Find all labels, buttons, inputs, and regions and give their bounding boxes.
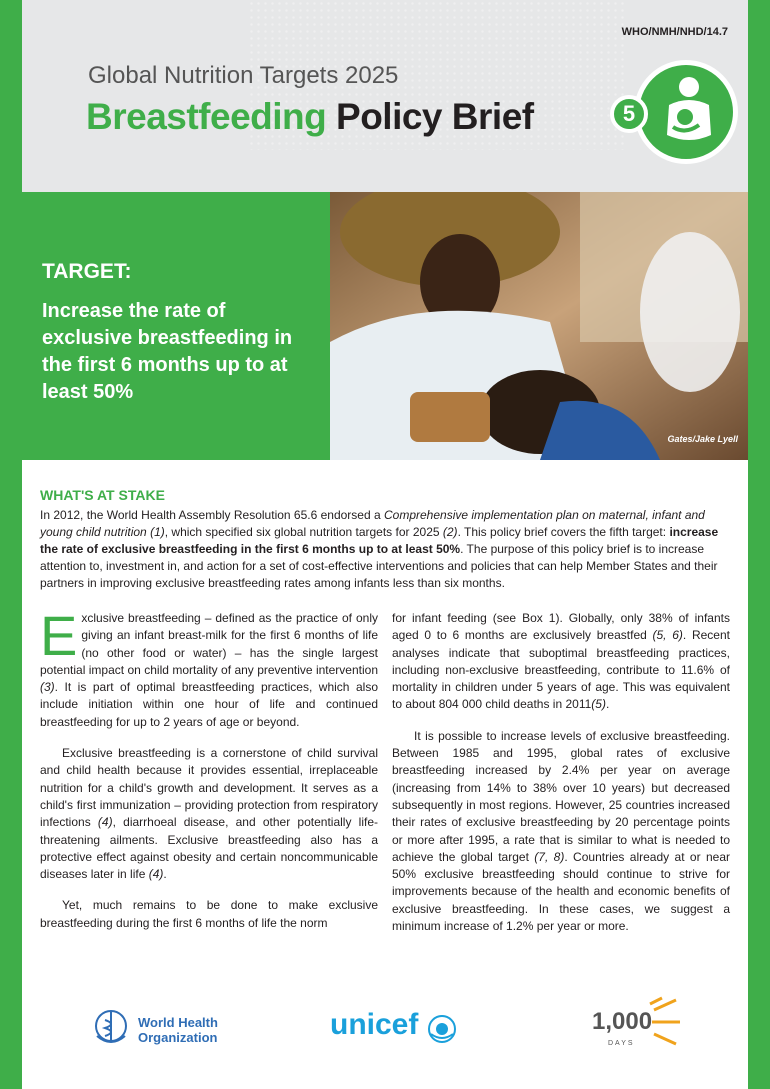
paragraph-text: , diarrhoeal disease, and other potentially life-threatening ailments. Exclusive breastfeeding also has a protective effect against obesity and certain noncommunicable diseases later in life bbox=[40, 815, 379, 882]
header-banner bbox=[22, 0, 748, 192]
target-number-badge: 5 bbox=[610, 95, 648, 133]
paragraph-text: . bbox=[163, 867, 167, 882]
intro-text: . This policy brief covers the fifth target: bbox=[457, 525, 670, 539]
dropcap-letter: E bbox=[40, 604, 78, 667]
paragraph bbox=[40, 604, 378, 731]
target-panel bbox=[22, 192, 330, 460]
intro-paragraph bbox=[40, 507, 730, 592]
left-green-bar bbox=[0, 0, 22, 1089]
who-line-1: World Health bbox=[138, 1015, 218, 1030]
series-subtitle: Global Nutrition Targets 2025 bbox=[88, 62, 399, 89]
reference: (5, 6) bbox=[652, 628, 683, 643]
thousand-days-label: DAYS bbox=[608, 1040, 635, 1047]
intro-target-bold: increase the rate of exclusive breastfeeding in the first 6 months up to at least 50% bbox=[40, 525, 719, 556]
paragraph bbox=[40, 745, 378, 883]
target-label: TARGET: bbox=[42, 260, 132, 283]
title-breastfeeding: Breastfeeding bbox=[86, 96, 327, 137]
paragraph-text: It is possible to increase levels of exclusive breastfeeding. Between 1985 and 1995, global rates of exclusive breastfeeding increased by 2.4% per year on average (increasing from 14% to 38% over 10 years) but decreased subsequently in most regions. However, 25 countries increased their rates of exclusive breastfeeding by 20 percentage points or more after 1995, a rate that is similar to what is needed to achieve the global target bbox=[392, 728, 730, 864]
who-logo-text bbox=[138, 1015, 218, 1045]
mother-child-icon bbox=[634, 60, 738, 164]
intro-text: , which specified six global nutrition targets for 2025 bbox=[164, 525, 443, 539]
intro-plan-title: Comprehensive implementation plan on maternal, infant and young child nutrition (1) bbox=[40, 508, 705, 539]
partner-logos bbox=[22, 990, 748, 1089]
paragraph-text: . Recent analyses indicate that suboptimal breastfeeding practices, including non-exclusive breastfeeding, contribute to 11.6% of mortality in children under 5 years of age. This was equivalent to about 804 000 child deaths in 2011 bbox=[392, 628, 730, 712]
left-column bbox=[40, 604, 379, 946]
document-code: WHO/NMH/NHD/14.7 bbox=[621, 26, 728, 38]
reference: (3) bbox=[40, 680, 55, 695]
paragraph bbox=[392, 610, 730, 714]
paragraph-text: xclusive breastfeeding – defined as the practice of only giving an infant breast-milk for the first 6 months of life (no other food or water) – has the single largest potential impact on child mortality of any preventive intervention bbox=[40, 611, 378, 677]
intro-text: In 2012, the World Health Assembly Resolution 65.6 endorsed a bbox=[40, 508, 384, 522]
thousand-days-number: 1,000 bbox=[592, 1008, 653, 1035]
paragraph: Yet, much remains to be done to make exclusive breastfeeding during the first 6 months of life the norm bbox=[40, 898, 378, 930]
unicef-logo-text: unicef bbox=[330, 1008, 419, 1041]
paragraph bbox=[392, 728, 730, 936]
whats-at-stake-heading: WHAT'S AT STAKE bbox=[40, 487, 165, 503]
paragraph-text: . bbox=[605, 697, 610, 712]
right-green-bar bbox=[748, 0, 770, 1089]
reference: (7, 8) bbox=[534, 849, 565, 864]
photo-credit: Gates/Jake Lyell bbox=[667, 434, 738, 444]
mother-breastfeeding-photo bbox=[330, 192, 748, 460]
unicef-emblem-icon bbox=[427, 1014, 457, 1044]
reference: (4) bbox=[97, 815, 113, 830]
reference: (5) bbox=[591, 697, 606, 712]
paragraph-text: . It is part of optimal breastfeeding practices, which also include initiation within one hour of life and continued breastfeeding for up to 2 years of age or beyond. bbox=[40, 680, 378, 729]
sun-rays-icon bbox=[644, 996, 684, 1046]
title-policy-brief: Policy Brief bbox=[336, 96, 534, 137]
who-emblem-icon bbox=[94, 1008, 128, 1048]
paragraph-text: . Countries already at or near 50% exclusive breastfeeding should continue to strive for improvements because of the health and economic benefits of exclusive breastfeeding. In these cases, we suggest a minimum increase of 1.2% per year or more. bbox=[392, 849, 730, 934]
right-column bbox=[392, 610, 730, 949]
page-title bbox=[86, 96, 534, 138]
target-statement: Increase the rate of exclusive breastfeeding in the first 6 months up to at least 50% bbox=[42, 300, 293, 403]
who-line-2: Organization bbox=[138, 1030, 218, 1045]
paragraph-text: for infant feeding (see Box 1). Globally, only 38% of infants aged 0 to 6 months are exclusively breastfed bbox=[392, 611, 730, 643]
intro-reference: (2) bbox=[442, 525, 458, 539]
reference: (4) bbox=[148, 867, 164, 882]
intro-text: . The purpose of this policy brief is to increase attention to, investment in, and action for a set of cost-effective interventions and policies that can help Member States and their partners in improving exclusive breastfeeding rates among infants less than six months. bbox=[40, 542, 718, 590]
paragraph-text: Exclusive breastfeeding is a cornerstone of child survival and child health because it provides essential, irreplaceable nutrition for a child's growth and development. It serves as a child's first immunization – providing protection from respiratory infections bbox=[40, 746, 378, 830]
